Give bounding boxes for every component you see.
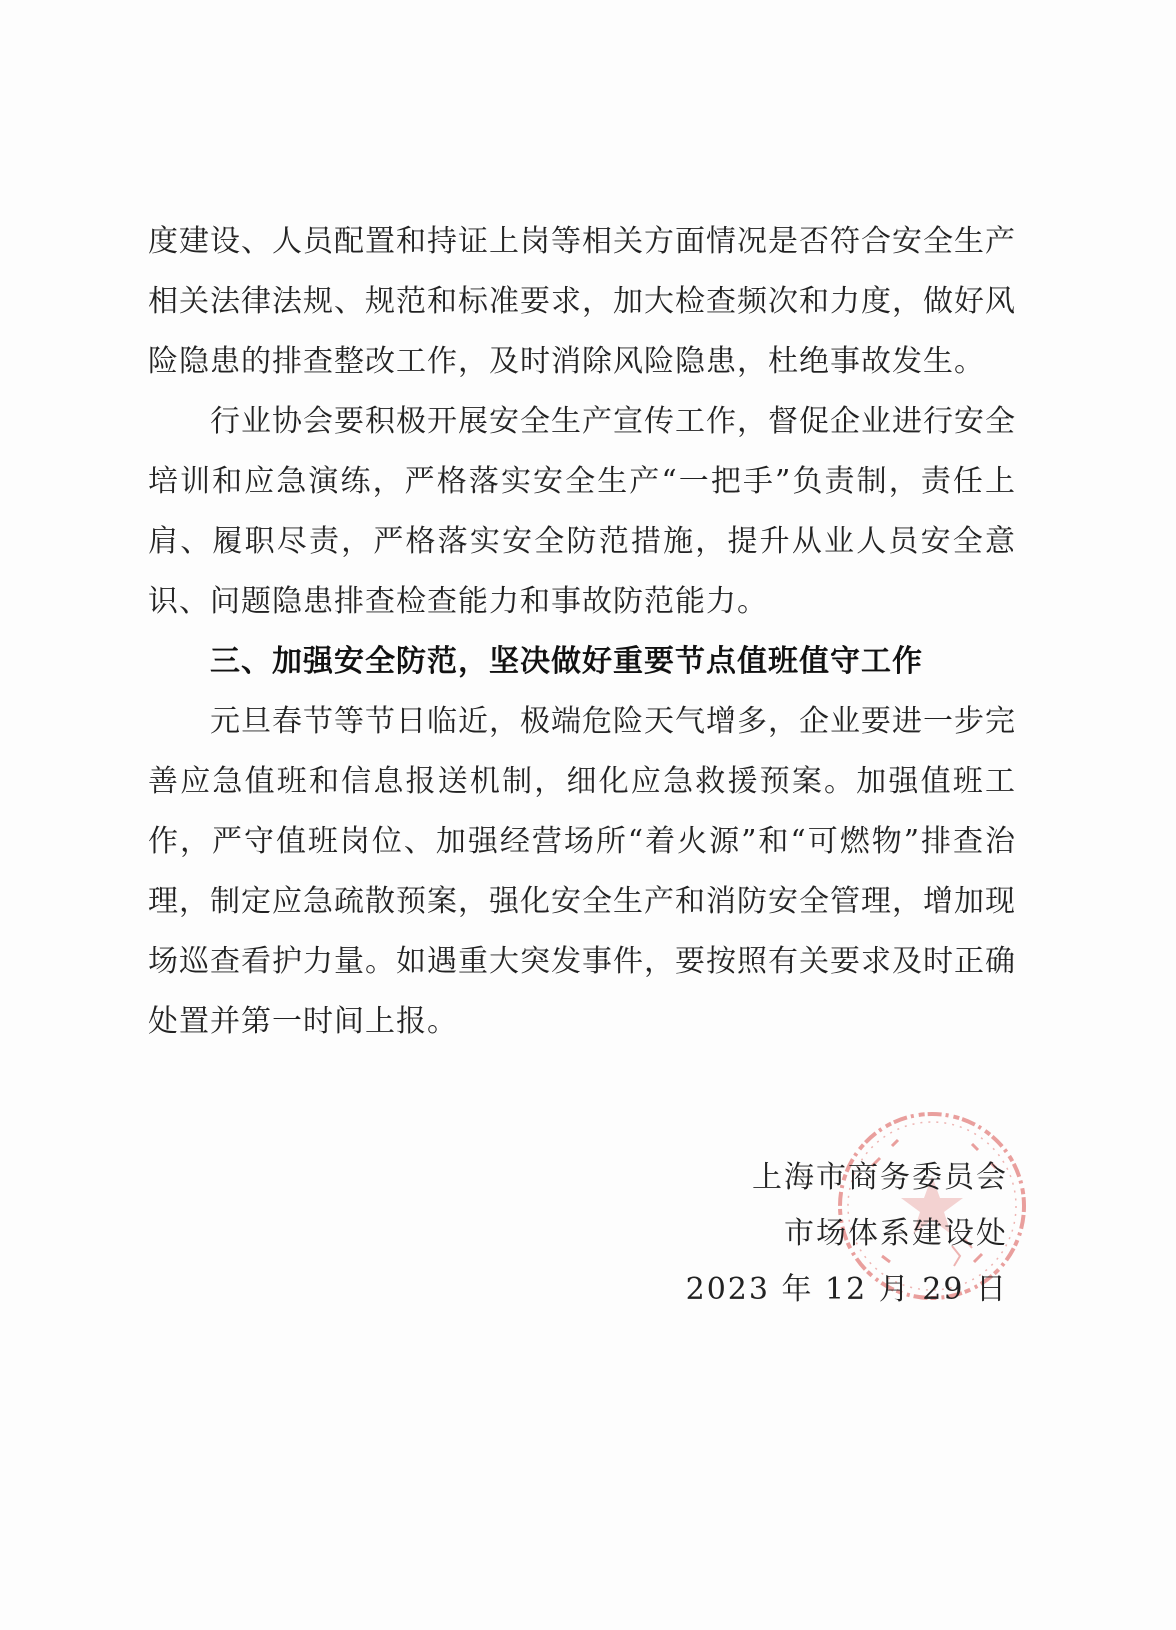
- signature-block: [686, 1150, 1008, 1318]
- section-heading: 三、加强安全防范，坚决做好重要节点值班值守工作: [210, 644, 923, 679]
- document-body: [148, 212, 1016, 1052]
- paragraph-continuation: 度建设、人员配置和持证上岗等相关方面情况是否符合安全生产相关法律法规、规范和标准要求，加大检查频次和力度，做好风险隐患的排查整改工作，及时消除风险隐患，杜绝事故发生。: [148, 224, 1016, 379]
- issuing-organization: 上海市商务委员会: [752, 1160, 1008, 1195]
- issue-date: 2023 年 12 月 29 日: [685, 1272, 1008, 1307]
- paragraph-industry-associations: 行业协会要积极开展安全生产宣传工作，督促企业进行安全培训和应急演练，严格落实安全生产“一把手”负责制，责任上肩、履职尽责，严格落实安全防范措施，提升从业人员安全意识、问题隐患排查检查能力和事故防范能力。: [148, 404, 1016, 619]
- paragraph-holiday-duty: 元旦春节等节日临近，极端危险天气增多，企业要进一步完善应急值班和信息报送机制，细化应急救援预案。加强值班工作，严守值班岗位、加强经营场所“着火源”和“可燃物”排查治理，制定应急疏散预案，强化安全生产和消防安全管理，增加现场巡查看护力量。如遇重大突发事件，要按照有关要求及时正确处置并第一时间上报。: [148, 704, 1016, 1039]
- issuing-department: 市场体系建设处: [784, 1216, 1008, 1251]
